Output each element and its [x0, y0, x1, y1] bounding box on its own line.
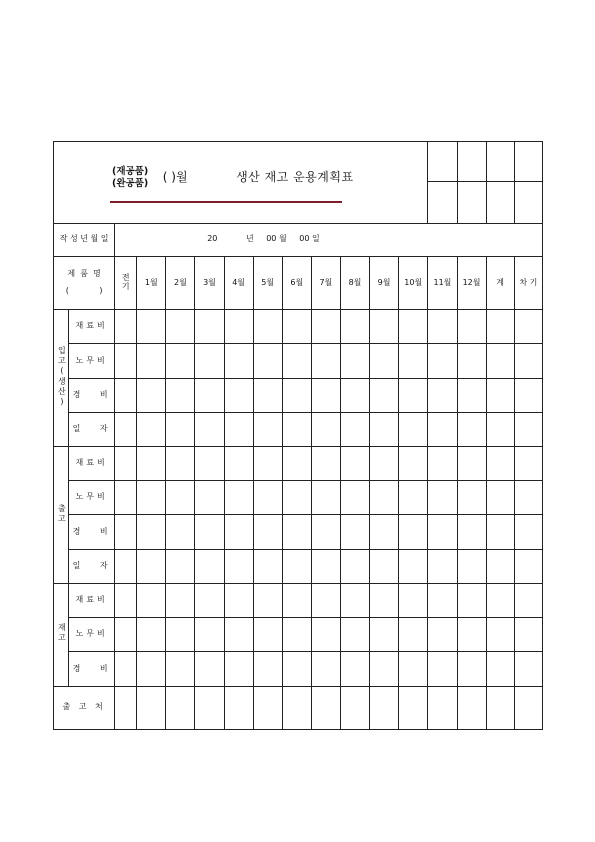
day-value: 00 [299, 234, 310, 244]
table-cell[interactable] [195, 618, 224, 652]
table-cell[interactable] [399, 344, 428, 378]
table-cell[interactable] [428, 344, 457, 378]
table-cell[interactable] [311, 344, 340, 378]
table-cell[interactable] [115, 447, 137, 481]
table-cell[interactable] [253, 344, 282, 378]
table-cell[interactable] [370, 310, 399, 344]
table-cell[interactable] [457, 344, 486, 378]
table-cell[interactable] [457, 310, 486, 344]
table-cell[interactable] [428, 412, 457, 446]
approval-box-2[interactable] [457, 142, 486, 182]
table-cell[interactable] [457, 515, 486, 549]
table-cell[interactable] [399, 686, 428, 729]
table-cell[interactable] [253, 549, 282, 583]
table-cell[interactable] [282, 378, 311, 412]
table-cell[interactable] [370, 618, 399, 652]
month-placeholder: ( )월 [162, 170, 188, 185]
table-cell[interactable] [340, 515, 369, 549]
table-cell[interactable] [253, 378, 282, 412]
row-item-label: 노무비 [69, 618, 115, 652]
month-value: 00 [266, 234, 277, 244]
table-cell[interactable] [340, 310, 369, 344]
year-suffix: 년 [245, 234, 254, 244]
table-cell[interactable] [370, 447, 399, 481]
table-cell[interactable] [253, 310, 282, 344]
table-cell[interactable] [137, 686, 166, 729]
approval-box-4[interactable] [514, 142, 542, 182]
table-cell[interactable] [166, 583, 195, 617]
shipment-destination-label: 출 고 처 [54, 686, 115, 729]
table-cell[interactable] [115, 310, 137, 344]
day-suffix: 일 [311, 234, 320, 244]
table-cell[interactable] [166, 344, 195, 378]
table-cell[interactable] [166, 310, 195, 344]
approval-box-1[interactable] [428, 142, 457, 182]
production-inventory-plan-form [53, 141, 543, 730]
table-cell[interactable] [195, 378, 224, 412]
table-cell[interactable] [311, 583, 340, 617]
table-cell[interactable] [166, 549, 195, 583]
table-cell[interactable] [137, 378, 166, 412]
title-cell [54, 142, 428, 224]
table-cell[interactable] [195, 310, 224, 344]
table-cell[interactable] [253, 583, 282, 617]
table-cell[interactable] [340, 549, 369, 583]
table-cell[interactable] [115, 344, 137, 378]
table-cell[interactable] [282, 481, 311, 515]
table-cell[interactable] [514, 412, 542, 446]
table-cell[interactable] [340, 378, 369, 412]
table-cell[interactable] [486, 344, 514, 378]
table-cell[interactable] [457, 652, 486, 686]
table-cell[interactable] [457, 481, 486, 515]
table-cell[interactable] [486, 618, 514, 652]
month-header-3: 3월 [195, 256, 224, 309]
table-cell[interactable] [137, 481, 166, 515]
group-label-1: 출고 [54, 447, 69, 584]
table-cell[interactable] [224, 652, 253, 686]
table-cell[interactable] [428, 378, 457, 412]
table-cell[interactable] [457, 583, 486, 617]
table-cell[interactable] [486, 652, 514, 686]
table-cell[interactable] [428, 549, 457, 583]
month-header-11: 11월 [428, 256, 457, 309]
table-cell[interactable] [115, 481, 137, 515]
table-cell[interactable] [282, 447, 311, 481]
table-cell[interactable] [370, 549, 399, 583]
table-cell[interactable] [166, 686, 195, 729]
table-cell[interactable] [311, 412, 340, 446]
table-cell[interactable] [224, 549, 253, 583]
table-cell[interactable] [311, 515, 340, 549]
table-cell[interactable] [370, 515, 399, 549]
table-cell[interactable] [166, 515, 195, 549]
table-cell[interactable] [457, 378, 486, 412]
total-header: 계 [486, 256, 514, 309]
table-cell[interactable] [195, 412, 224, 446]
table-cell[interactable] [137, 549, 166, 583]
table-cell[interactable] [311, 378, 340, 412]
table-cell[interactable] [224, 686, 253, 729]
table-cell[interactable] [253, 515, 282, 549]
table-row [54, 412, 543, 446]
table-cell[interactable] [486, 412, 514, 446]
table-cell[interactable] [195, 515, 224, 549]
table-cell[interactable] [370, 583, 399, 617]
table-cell[interactable] [311, 447, 340, 481]
table-cell[interactable] [428, 310, 457, 344]
table-cell[interactable] [137, 344, 166, 378]
table-cell[interactable] [195, 447, 224, 481]
table-cell[interactable] [399, 310, 428, 344]
table-cell[interactable] [486, 447, 514, 481]
table-cell[interactable] [115, 515, 137, 549]
row-item-label: 노무비 [69, 344, 115, 378]
table-cell[interactable] [253, 652, 282, 686]
finished-label: (완공품) [112, 177, 149, 189]
month-header-7: 7월 [311, 256, 340, 309]
table-cell[interactable] [486, 378, 514, 412]
table-row [54, 515, 543, 549]
month-header-1: 1월 [137, 256, 166, 309]
table-cell[interactable] [224, 447, 253, 481]
table-row [54, 549, 543, 583]
month-header-2: 2월 [166, 256, 195, 309]
table-cell[interactable] [399, 618, 428, 652]
header-row [54, 256, 543, 309]
table-cell[interactable] [282, 515, 311, 549]
table-cell[interactable] [166, 618, 195, 652]
table-cell[interactable] [137, 310, 166, 344]
table-cell[interactable] [340, 583, 369, 617]
row-item-label: 재료비 [69, 447, 115, 481]
table-cell[interactable] [399, 515, 428, 549]
table-cell[interactable] [457, 686, 486, 729]
table-cell[interactable] [166, 447, 195, 481]
table-cell[interactable] [514, 549, 542, 583]
table-row [54, 652, 543, 686]
table-cell[interactable] [195, 344, 224, 378]
table-cell[interactable] [282, 412, 311, 446]
table-cell[interactable] [282, 652, 311, 686]
table-cell[interactable] [486, 515, 514, 549]
page-title: 생산 재고 운용계획표 [236, 170, 354, 185]
table-cell[interactable] [311, 310, 340, 344]
plan-table [53, 141, 543, 730]
table-cell[interactable] [399, 583, 428, 617]
table-cell[interactable] [486, 481, 514, 515]
table-cell[interactable] [282, 686, 311, 729]
row-item-label: 경 비 [69, 515, 115, 549]
table-cell[interactable] [115, 686, 137, 729]
title-underline [110, 201, 342, 203]
table-cell[interactable] [137, 618, 166, 652]
table-cell[interactable] [370, 481, 399, 515]
group-label-2: 재고 [54, 583, 69, 686]
month-suffix: 월 [278, 234, 287, 244]
table-cell[interactable] [340, 481, 369, 515]
table-cell[interactable] [311, 481, 340, 515]
table-row [54, 618, 543, 652]
signature-box-4[interactable] [514, 182, 542, 223]
table-cell[interactable] [457, 618, 486, 652]
table-row [54, 378, 543, 412]
table-cell[interactable] [514, 447, 542, 481]
month-header-10: 10월 [399, 256, 428, 309]
table-cell[interactable] [195, 481, 224, 515]
month-header-4: 4월 [224, 256, 253, 309]
table-cell[interactable] [115, 618, 137, 652]
table-cell[interactable] [399, 652, 428, 686]
table-cell[interactable] [370, 686, 399, 729]
table-row [54, 447, 543, 481]
table-cell[interactable] [253, 618, 282, 652]
month-header-8: 8월 [340, 256, 369, 309]
table-cell[interactable] [195, 583, 224, 617]
month-header-12: 12월 [457, 256, 486, 309]
table-cell[interactable] [115, 583, 137, 617]
table-cell[interactable] [514, 310, 542, 344]
month-header-5: 5월 [253, 256, 282, 309]
table-cell[interactable] [486, 583, 514, 617]
date-value[interactable] [115, 223, 543, 256]
table-cell[interactable] [428, 447, 457, 481]
table-cell[interactable] [340, 344, 369, 378]
table-cell[interactable] [115, 549, 137, 583]
table-cell[interactable] [115, 652, 137, 686]
table-cell[interactable] [253, 481, 282, 515]
table-cell[interactable] [115, 412, 137, 446]
title-block [112, 166, 354, 190]
table-cell[interactable] [486, 310, 514, 344]
signature-box-1[interactable] [428, 182, 457, 223]
table-cell[interactable] [282, 583, 311, 617]
table-cell[interactable] [224, 515, 253, 549]
table-cell[interactable] [166, 378, 195, 412]
table-cell[interactable] [195, 652, 224, 686]
table-cell[interactable] [399, 378, 428, 412]
table-cell[interactable] [340, 618, 369, 652]
table-cell[interactable] [370, 412, 399, 446]
table-cell[interactable] [311, 652, 340, 686]
table-cell[interactable] [137, 583, 166, 617]
table-cell[interactable] [166, 652, 195, 686]
table-cell[interactable] [514, 652, 542, 686]
table-cell[interactable] [311, 618, 340, 652]
row-item-label: 일 자 [69, 412, 115, 446]
prev-period-header: 전 기 [115, 256, 137, 309]
table-cell[interactable] [514, 515, 542, 549]
table-cell[interactable] [137, 447, 166, 481]
product-name-header: 제 품 명 ( ) [54, 256, 115, 309]
next-period-header: 차 기 [514, 256, 542, 309]
row-item-label: 경 비 [69, 652, 115, 686]
table-cell[interactable] [399, 549, 428, 583]
table-cell[interactable] [224, 583, 253, 617]
table-cell[interactable] [195, 686, 224, 729]
table-cell[interactable] [224, 378, 253, 412]
table-cell[interactable] [428, 686, 457, 729]
table-cell[interactable] [166, 412, 195, 446]
table-cell[interactable] [137, 515, 166, 549]
table-cell[interactable] [115, 378, 137, 412]
table-cell[interactable] [428, 583, 457, 617]
date-label: 작 성 년 월 일 [54, 223, 115, 256]
table-cell[interactable] [340, 412, 369, 446]
table-cell[interactable] [399, 447, 428, 481]
table-cell[interactable] [486, 549, 514, 583]
table-body [54, 310, 543, 687]
table-cell[interactable] [137, 412, 166, 446]
table-cell[interactable] [282, 618, 311, 652]
table-cell[interactable] [514, 481, 542, 515]
table-cell[interactable] [166, 481, 195, 515]
table-row [54, 481, 543, 515]
table-cell[interactable] [514, 344, 542, 378]
table-cell[interactable] [370, 378, 399, 412]
table-cell[interactable] [514, 618, 542, 652]
row-item-label: 경 비 [69, 378, 115, 412]
table-cell[interactable] [253, 447, 282, 481]
table-row [54, 583, 543, 617]
table-cell[interactable] [399, 412, 428, 446]
group-label-0: 입고(생산) [54, 310, 69, 447]
month-header-6: 6월 [282, 256, 311, 309]
table-cell[interactable] [224, 618, 253, 652]
table-cell[interactable] [514, 378, 542, 412]
table-cell[interactable] [195, 549, 224, 583]
table-cell[interactable] [340, 652, 369, 686]
table-cell[interactable] [282, 549, 311, 583]
table-cell[interactable] [514, 583, 542, 617]
row-item-label: 노무비 [69, 481, 115, 515]
table-cell[interactable] [137, 652, 166, 686]
table-cell[interactable] [428, 481, 457, 515]
shipment-destination-row [54, 686, 543, 729]
signature-box-3[interactable] [486, 182, 514, 223]
month-header-9: 9월 [370, 256, 399, 309]
table-cell[interactable] [253, 412, 282, 446]
table-cell[interactable] [282, 344, 311, 378]
table-cell[interactable] [224, 481, 253, 515]
approval-box-3[interactable] [486, 142, 514, 182]
table-cell[interactable] [224, 310, 253, 344]
table-cell[interactable] [428, 515, 457, 549]
table-cell[interactable] [311, 686, 340, 729]
year-prefix: 20 [207, 234, 218, 244]
table-cell[interactable] [399, 481, 428, 515]
table-cell[interactable] [370, 344, 399, 378]
row-item-label: 재료비 [69, 583, 115, 617]
signature-box-2[interactable] [457, 182, 486, 223]
table-cell[interactable] [311, 549, 340, 583]
table-cell[interactable] [428, 618, 457, 652]
product-type-label [112, 166, 148, 190]
wip-label: (재공품) [112, 166, 149, 177]
table-cell[interactable] [340, 447, 369, 481]
row-item-label: 재료비 [69, 310, 115, 344]
table-cell[interactable] [486, 686, 514, 729]
table-row [54, 310, 543, 344]
table-cell[interactable] [253, 686, 282, 729]
table-cell[interactable] [514, 686, 542, 729]
table-cell[interactable] [457, 447, 486, 481]
table-cell[interactable] [224, 344, 253, 378]
table-cell[interactable] [340, 686, 369, 729]
table-cell[interactable] [457, 549, 486, 583]
table-row [54, 344, 543, 378]
table-cell[interactable] [282, 310, 311, 344]
table-cell[interactable] [428, 652, 457, 686]
table-cell[interactable] [370, 652, 399, 686]
table-cell[interactable] [224, 412, 253, 446]
row-item-label: 일 자 [69, 549, 115, 583]
table-cell[interactable] [457, 412, 486, 446]
